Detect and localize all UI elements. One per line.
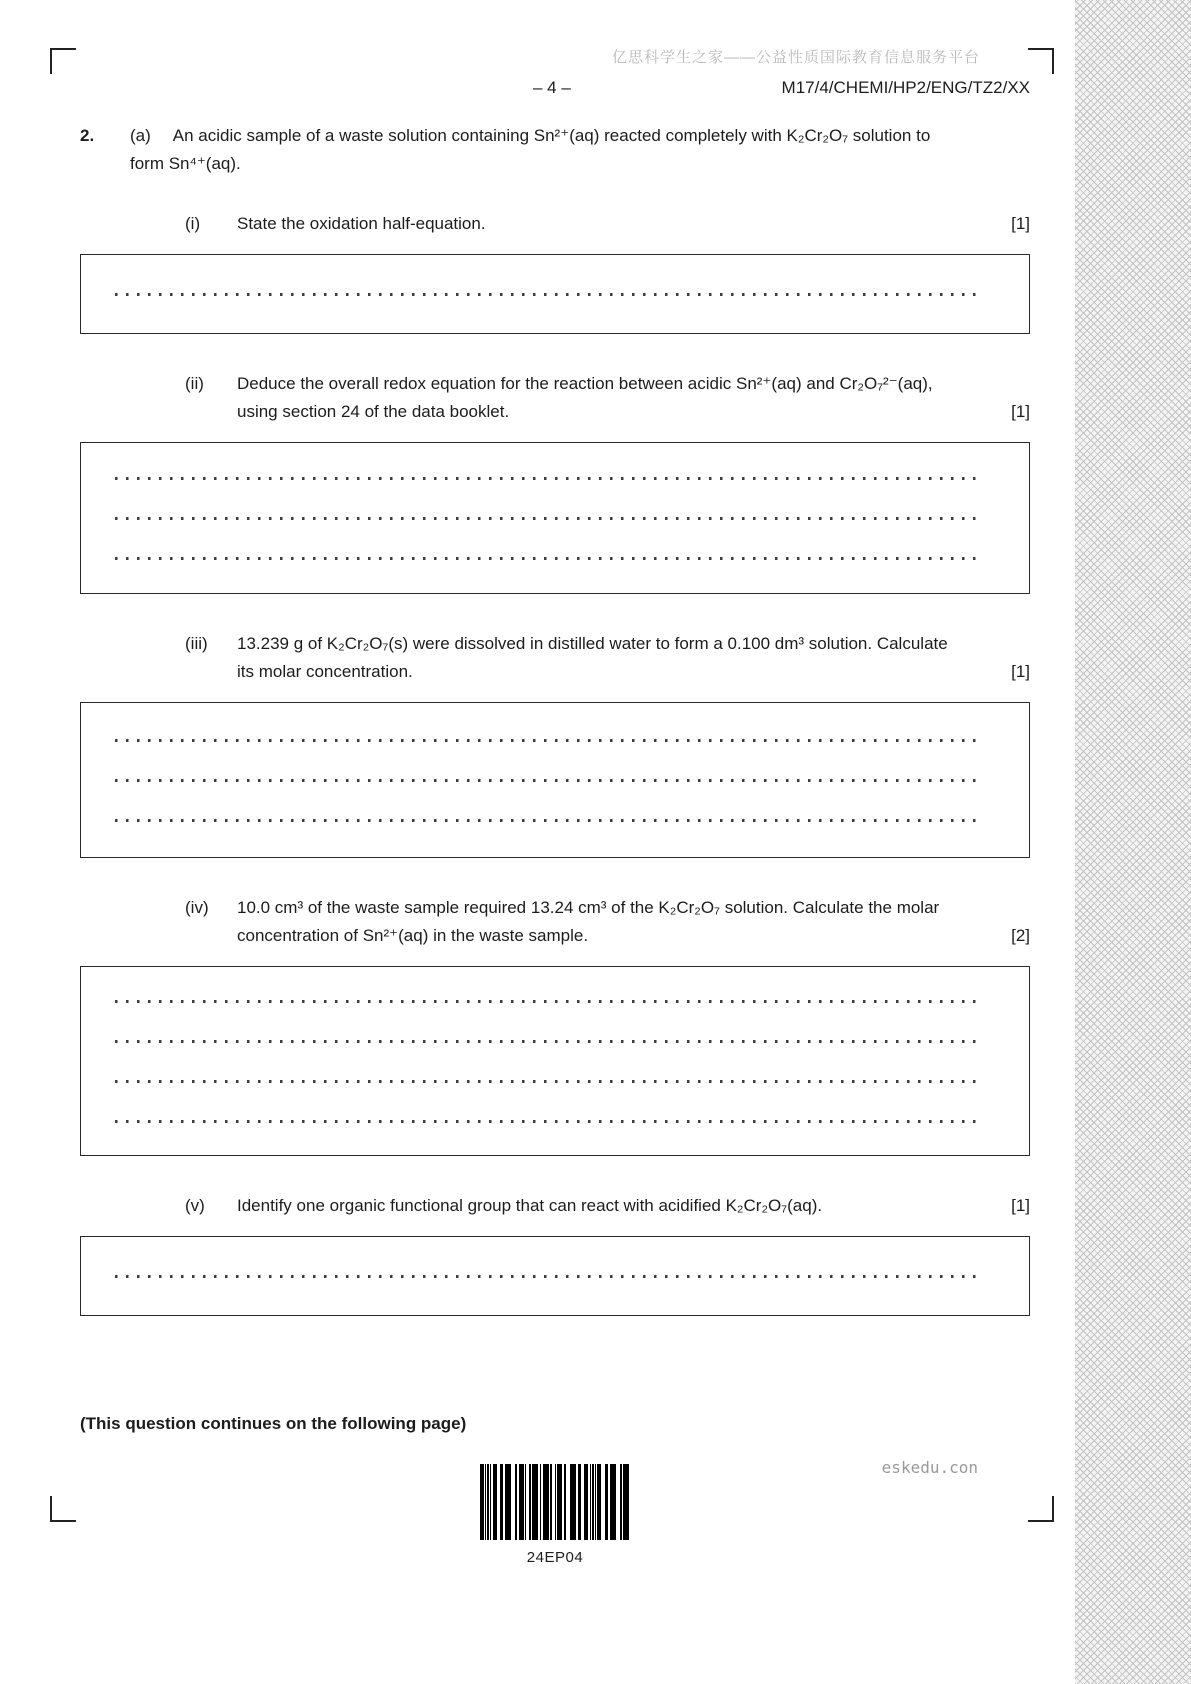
- answer-box-v: [80, 1236, 1030, 1316]
- answer-line: [115, 1275, 977, 1278]
- exam-code: M17/4/CHEMI/HP2/ENG/TZ2/XX: [781, 78, 1030, 97]
- subpart-ii-text: Deduce the overall redox equation for the reaction between acidic Sn²⁺(aq) and Cr₂O₇²⁻(aq), using section 24 of the data booklet.: [237, 374, 933, 421]
- subpart-v-text: Identify one organic functional group that can react with acidified K₂Cr₂O₇(aq).: [237, 1196, 823, 1215]
- answer-line: [115, 819, 977, 822]
- subpart-iv-text: 10.0 cm³ of the waste sample required 13.24 cm³ of the K₂Cr₂O₇ solution. Calculate the molar concentration of Sn²⁺(aq) in the waste sample.: [237, 898, 940, 945]
- answer-line: [115, 1120, 977, 1123]
- page-content: [80, 0, 1030, 1572]
- answer-line: [115, 1040, 977, 1043]
- crop-mark-bottom-left: [50, 1496, 76, 1522]
- subpart-ii-label: (ii): [185, 374, 204, 393]
- subpart-iii-marks: [1]: [1011, 662, 1030, 681]
- answer-line: [115, 1000, 977, 1003]
- subpart-v-label: (v): [185, 1196, 205, 1215]
- subpart-iii: [185, 630, 1030, 686]
- answer-line: [115, 557, 977, 560]
- subpart-i-text: State the oxidation half-equation.: [237, 214, 486, 233]
- subpart-i-marks: [1]: [1011, 214, 1030, 233]
- answer-line: [115, 477, 977, 480]
- subpart-ii-marks: [1]: [1011, 402, 1030, 421]
- right-hatch-strip: [1075, 0, 1191, 1684]
- subpart-i: [185, 210, 1030, 238]
- answer-box-iv: [80, 966, 1030, 1156]
- top-watermark: 亿思科学生之家——公益性质国际教育信息服务平台: [611, 49, 980, 66]
- question-part-label: (a): [130, 126, 151, 145]
- question-intro-body: An acidic sample of a waste solution containing Sn²⁺(aq) reacted completely with K₂Cr₂O₇ solution to form Sn⁴⁺(aq).: [130, 126, 931, 173]
- question-intro: [80, 122, 1030, 178]
- barcode-block: [80, 1464, 1030, 1572]
- crop-mark-top-left: [50, 48, 76, 74]
- answer-box-ii: [80, 442, 1030, 594]
- answer-line: [115, 293, 977, 296]
- answer-line: [115, 779, 977, 782]
- bottom-watermark: eskedu.con: [881, 1458, 978, 1477]
- subpart-i-label: (i): [185, 214, 201, 233]
- question-intro-text: [130, 122, 940, 178]
- page-number: – 4 –: [533, 78, 571, 97]
- subpart-iii-label: (iii): [185, 634, 208, 653]
- subpart-iv-label: (iv): [185, 898, 209, 917]
- subpart-v-marks: [1]: [1011, 1196, 1030, 1215]
- crop-mark-top-right: [1028, 48, 1054, 74]
- subpart-iv-marks: [2]: [1011, 926, 1030, 945]
- answer-line: [115, 739, 977, 742]
- barcode-label: 24EP04: [526, 1549, 584, 1566]
- answer-line: [115, 517, 977, 520]
- subpart-v: [185, 1192, 1030, 1220]
- answer-box-iii: [80, 702, 1030, 858]
- answer-line: [115, 1080, 977, 1083]
- continuation-note: (This question continues on the following page): [80, 1414, 467, 1433]
- subpart-iii-text: 13.239 g of K₂Cr₂O₇(s) were dissolved in distilled water to form a 0.100 dm³ solution. Calculate its molar concentration.: [237, 634, 948, 681]
- answer-box-i: [80, 254, 1030, 334]
- question-number: 2.: [80, 126, 95, 145]
- subpart-ii: [185, 370, 1030, 426]
- barcode-image: [480, 1464, 630, 1540]
- crop-mark-bottom-right: [1028, 1496, 1054, 1522]
- subpart-iv: [185, 894, 1030, 950]
